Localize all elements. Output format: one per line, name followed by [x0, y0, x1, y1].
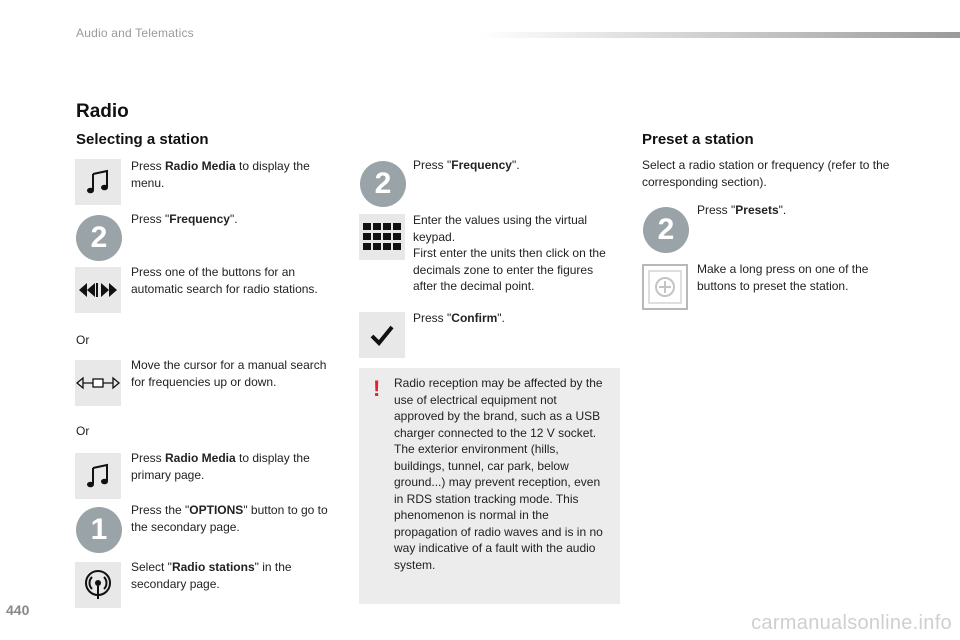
step-press-presets: Press "Presets".	[697, 203, 787, 217]
virtual-keypad-box	[359, 214, 405, 260]
step-long-press-preset: Make a long press on one of the buttons to preset the station.	[697, 262, 869, 293]
warning-text: Radio reception may be affected by the use of electrical equipment not approved by the brand, such as a USB charger connected to the 12 V socket. The exterior environment (hills, buildings, tunnel, car park, below ground...) may prevent reception, even in RDS station tracking mode. This phenomenon is normal in the propagation of radio waves and is in no way indicative of a fault with the audio system.	[394, 376, 603, 572]
section-heading-preset: Preset a station	[642, 131, 754, 148]
watermark: carmanualsonline.info	[751, 612, 952, 634]
step-radio-media-menu: Press Radio Media to display the menu.	[131, 159, 310, 190]
step-number-badge: 2	[76, 215, 122, 261]
warning-icon: !	[373, 376, 381, 401]
confirm-box	[359, 312, 405, 358]
keypad-icon	[363, 223, 401, 251]
header-rule	[480, 32, 960, 38]
step-automatic-search: Press one of the buttons for an automatic search for radio stations.	[131, 265, 318, 296]
header-title: Audio and Telematics	[76, 26, 194, 40]
seek-buttons-icon	[77, 280, 119, 300]
step-options-button: Press the "OPTIONS" button to go to the secondary page.	[131, 503, 328, 534]
step-number-badge: 1	[76, 507, 122, 553]
music-note-icon	[84, 168, 112, 196]
step-manual-search: Move the cursor for a manual search for frequencies up or down.	[131, 358, 327, 389]
step-press-confirm: Press "Confirm".	[413, 311, 505, 325]
step-press-frequency: Press "Frequency".	[413, 158, 520, 172]
radio-stations-box	[75, 562, 121, 608]
page-title: Radio	[76, 101, 129, 122]
checkmark-icon	[370, 324, 394, 346]
step-select-radio-stations: Select "Radio stations" in the secondary page.	[131, 560, 292, 591]
preset-intro: Select a radio station or frequency (refer to the corresponding section).	[642, 158, 890, 189]
step-radio-media-primary: Press Radio Media to display the primary page.	[131, 451, 310, 482]
preset-button-box	[642, 264, 688, 310]
section-heading-selecting: Selecting a station	[76, 131, 209, 148]
page-number: 440	[6, 602, 30, 618]
music-note-icon	[84, 462, 112, 490]
seek-buttons-box	[75, 267, 121, 313]
or-separator: Or	[76, 424, 90, 438]
radio-station-icon	[83, 570, 113, 600]
step-press-frequency: Press "Frequency".	[131, 212, 238, 226]
or-separator: Or	[76, 333, 90, 347]
slider-cursor-box	[75, 360, 121, 406]
preset-plus-icon	[648, 270, 682, 304]
step-enter-values: Enter the values using the virtual keypad. First enter the units then click on the decimals zone to enter the figures after the decimal point.	[413, 213, 606, 293]
radio-media-button	[75, 453, 121, 499]
radio-media-button	[75, 159, 121, 205]
step-number-badge: 2	[360, 161, 406, 207]
step-number-badge: 2	[643, 207, 689, 253]
slider-cursor-icon	[76, 376, 120, 390]
